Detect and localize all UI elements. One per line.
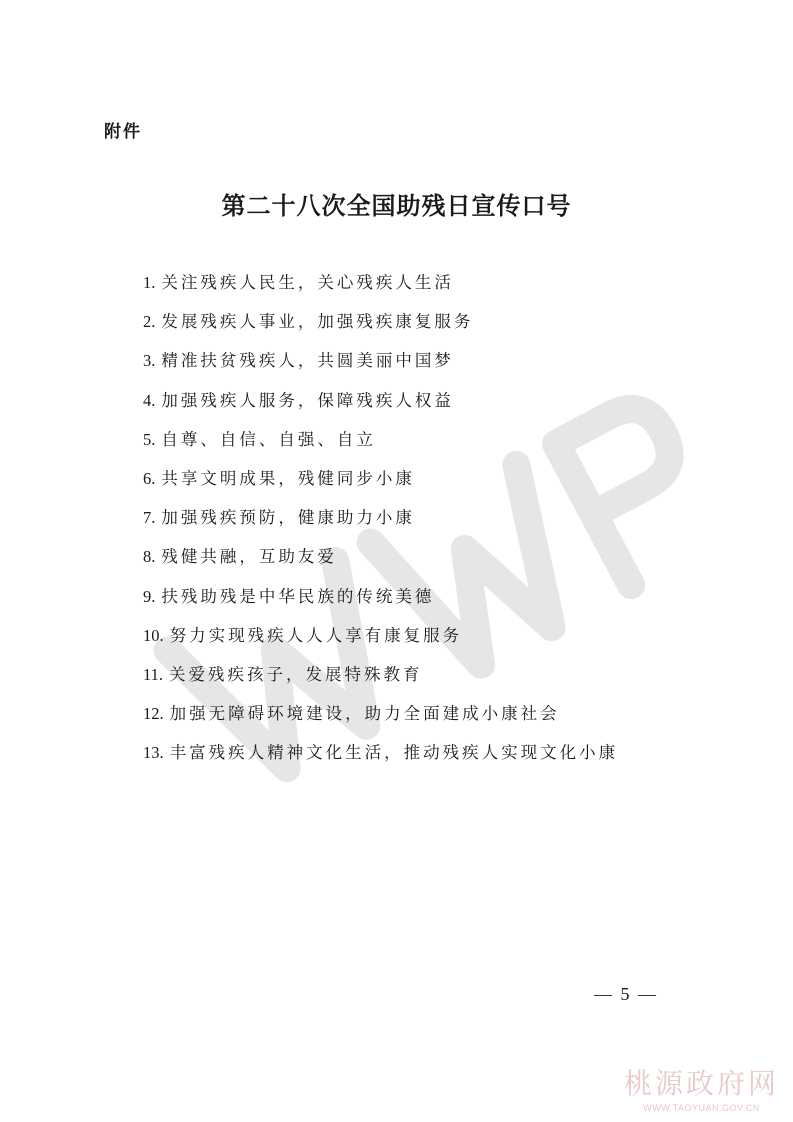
slogan-item [143, 738, 618, 777]
slogan-text: 自尊、自信、自强、自立 [161, 429, 376, 449]
slogan-item [143, 542, 618, 581]
slogan-text: 残健共融，互助友爱 [161, 547, 337, 567]
site-logo-name: 桃源政府网 [623, 1067, 779, 1100]
page-number: — 5 — [594, 984, 658, 1004]
slogan-item [143, 621, 618, 660]
site-logo-url: WWW.TAOYUAN.GOV.CN [643, 1103, 760, 1113]
slogan-item [143, 582, 618, 621]
slogan-item [143, 699, 618, 738]
slogan-item [143, 425, 618, 464]
slogan-text: 共享文明成果，残健同步小康 [161, 468, 415, 488]
slogan-number: 13. [143, 743, 164, 763]
site-logo-watermark [624, 1062, 779, 1113]
slogan-item [143, 268, 618, 307]
slogan-number: 1. [143, 273, 156, 292]
slogan-text: 丰富残疾人精神文化生活，推动残疾人实现文化小康 [169, 743, 619, 763]
slogan-item [143, 503, 618, 542]
slogan-number: 5. [143, 429, 156, 449]
slogan-text: 精准扶贫残疾人，共圆美丽中国梦 [161, 351, 454, 371]
slogan-number: 12. [143, 704, 164, 724]
slogan-number: 9. [143, 586, 156, 606]
slogan-text: 加强残疾预防，健康助力小康 [161, 508, 415, 528]
slogan-number: 7. [143, 508, 156, 528]
slogan-item [143, 660, 618, 699]
slogan-number: 10. [143, 625, 164, 645]
slogan-item [143, 346, 618, 385]
slogan-item [143, 307, 618, 346]
slogan-list [143, 268, 618, 777]
attachment-label: 附件 [104, 122, 142, 142]
document-title: 第二十八次全国助残日宣传口号 [221, 192, 572, 220]
slogan-number: 2. [143, 312, 156, 332]
slogan-text: 加强残疾人服务，保障残疾人权益 [161, 390, 454, 410]
slogan-item [143, 464, 618, 503]
slogan-number: 8. [143, 547, 156, 567]
slogan-number: 11. [143, 664, 164, 684]
slogan-text: 努力实现残疾人人人享有康复服务 [169, 625, 463, 645]
slogan-text: 扶残助残是中华民族的传统美德 [161, 586, 435, 606]
slogan-item [143, 386, 618, 425]
slogan-text: 关爱残疾孩子，发展特殊教育 [169, 664, 423, 684]
slogan-number: 3. [143, 351, 156, 371]
slogan-number: 4. [143, 390, 156, 410]
slogan-number: 6. [143, 468, 156, 488]
slogan-text: 加强无障碍环境建设，助力全面建成小康社会 [169, 704, 560, 724]
slogan-text: 关注残疾人民生，关心残疾人生活 [161, 273, 454, 292]
slogan-text: 发展残疾人事业，加强残疾康复服务 [161, 312, 474, 332]
